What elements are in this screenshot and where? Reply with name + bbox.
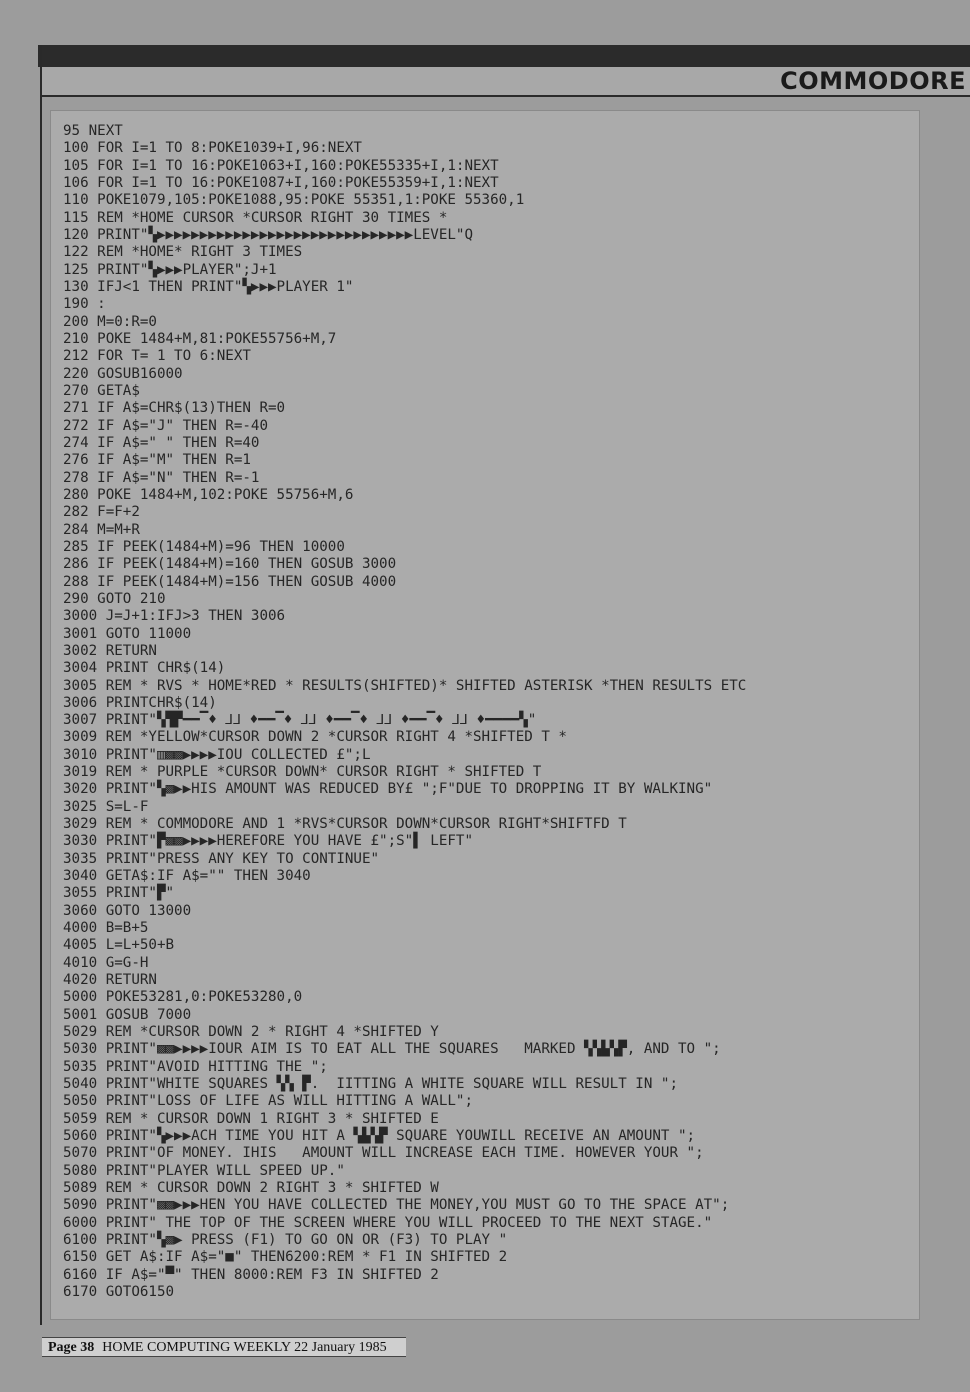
code-line: 105 FOR I=1 TO 16:POKE1063+I,160:POKE55335+I,1:NEXT [63, 157, 499, 174]
header-bar [38, 45, 970, 67]
code-line: 3029 REM * COMMODORE AND 1 *RVS*CURSOR DOWN*CURSOR RIGHT*SHIFTFD T [63, 816, 627, 833]
code-line: 120 PRINT"▚▶▶▶▶▶▶▶▶▶▶▶▶▶▶▶▶▶▶▶▶▶▶▶▶▶▶▶▶▶▶LEVEL"Q [63, 226, 473, 243]
code-line: 3010 PRINT"▥▩▩▶▶▶▶IOU COLLECTED £";L [63, 746, 371, 763]
code-line: 6000 PRINT" THE TOP OF THE SCREEN WHERE YOU WILL PROCEED TO THE NEXT STAGE." [63, 1214, 713, 1231]
code-line: 110 POKE1079,105:POKE1088,95:POKE 55351,1:POKE 55360,1 [63, 192, 525, 209]
code-line: 115 REM *HOME CURSOR *CURSOR RIGHT 30 TIMES * [63, 209, 448, 226]
page-footer [42, 1337, 406, 1357]
code-line: 3035 PRINT"PRESS ANY KEY TO CONTINUE" [63, 850, 380, 867]
code-line: 274 IF A$=" " THEN R=40 [63, 434, 260, 451]
code-line: 3020 PRINT"▚▩▶▶HIS AMOUNT WAS REDUCED BY£ ";F"DUE TO DROPPING IT BY WALKING" [63, 781, 713, 798]
code-line: 3019 REM * PURPLE *CURSOR DOWN* CURSOR RIGHT * SHIFTED T [63, 764, 542, 781]
code-line: 4000 B=B+5 [63, 920, 149, 937]
code-line: 5090 PRINT"▩▩▶▶▶HEN YOU HAVE COLLECTED THE MONEY,YOU MUST GO TO THE SPACE AT"; [63, 1197, 730, 1214]
code-line: 3030 PRINT"▛▩▩▶▶▶▶HEREFORE YOU HAVE £";S"▌ LEFT" [63, 833, 473, 850]
code-line: 282 F=F+2 [63, 504, 140, 521]
code-line: 285 IF PEEK(1484+M)=96 THEN 10000 [63, 538, 345, 555]
code-line: 278 IF A$="N" THEN R=-1 [63, 469, 260, 486]
code-line: 122 REM *HOME* RIGHT 3 TIMES [63, 244, 303, 261]
code-line: 3025 S=L-F [63, 798, 149, 815]
code-line: 3060 GOTO 13000 [63, 902, 192, 919]
code-line: 95 NEXT [63, 123, 123, 139]
code-line: 220 GOSUB16000 [63, 365, 183, 382]
code-line: 288 IF PEEK(1484+M)=156 THEN GOSUB 4000 [63, 573, 397, 590]
code-line: 3006 PRINTCHR$(14) [63, 694, 217, 711]
code-line: 286 IF PEEK(1484+M)=160 THEN GOSUB 3000 [63, 556, 397, 573]
code-line: 212 FOR T= 1 TO 6:NEXT [63, 348, 251, 365]
code-line: 3055 PRINT"▛" [63, 885, 175, 902]
publication-name: HOME COMPUTING WEEKLY 22 January 1985 [102, 1340, 387, 1355]
code-line: 100 FOR I=1 TO 8:POKE1039+I,96:NEXT [63, 140, 362, 157]
code-line: 276 IF A$="M" THEN R=1 [63, 452, 251, 469]
code-line: 3004 PRINT CHR$(14) [63, 660, 226, 677]
code-line: 210 POKE 1484+M,81:POKE55756+M,7 [63, 330, 337, 347]
page-number: Page 38 [48, 1340, 95, 1355]
code-line: 106 FOR I=1 TO 16:POKE1087+I,160:POKE55359+I,1:NEXT [63, 174, 499, 191]
code-line: 3000 J=J+1:IFJ>3 THEN 3006 [63, 608, 286, 625]
code-line: 3009 REM *YELLOW*CURSOR DOWN 2 *CURSOR RIGHT 4 *SHIFTED T * [63, 729, 567, 746]
code-line: 5030 PRINT"▩▩▶▶▶▶IOUR AIM IS TO EAT ALL THE SQUARES MARKED ▚▚▙▚▛, AND TO "; [63, 1041, 721, 1058]
code-line: 270 GETA$ [63, 382, 140, 399]
code-line: 271 IF A$=CHR$(13)THEN R=0 [63, 400, 286, 417]
code-line: 5001 GOSUB 7000 [63, 1006, 192, 1023]
code-line: 125 PRINT"▚▶▶▶PLAYER";J+1 [63, 261, 277, 278]
code-lines [63, 123, 913, 1301]
section-title: COMMODORE [780, 67, 966, 95]
code-line: 290 GOTO 210 [63, 590, 166, 607]
code-line: 3007 PRINT"▚▜▛━━▔♦ ⅃⅃ ♦━━▔♦ ⅃⅃ ♦━━▔♦ ⅃⅃ ♦━━▔♦ ⅃⅃ ♦━━━━▚" [63, 712, 537, 729]
code-line: 280 POKE 1484+M,102:POKE 55756+M,6 [63, 486, 354, 503]
code-line: 4005 L=L+50+B [63, 937, 175, 954]
code-line: 3001 GOTO 11000 [63, 625, 192, 642]
code-line: 6150 GET A$:IF A$="■" THEN6200:REM * F1 IN SHIFTED 2 [63, 1249, 508, 1266]
code-line: 3005 REM * RVS * HOME*RED * RESULTS(SHIFTED)* SHIFTED ASTERISK *THEN RESULTS ETC [63, 677, 747, 694]
code-line: 4010 G=G-H [63, 954, 149, 971]
code-line: 5000 POKE53281,0:POKE53280,0 [63, 989, 303, 1006]
code-line: 5040 PRINT"WHITE SQUARES ▚▚ ▛. IITTING A WHITE SQUARE WILL RESULT IN "; [63, 1076, 678, 1093]
code-line: 3002 RETURN [63, 642, 157, 659]
left-rule [40, 45, 42, 1325]
code-line: 5080 PRINT"PLAYER WILL SPEED UP." [63, 1162, 345, 1179]
program-listing [50, 110, 920, 1320]
code-line: 4020 RETURN [63, 972, 157, 989]
code-line: 3040 GETA$:IF A$="" THEN 3040 [63, 868, 311, 885]
code-line: 6170 GOTO6150 [63, 1283, 175, 1300]
code-line: 5089 REM * CURSOR DOWN 2 RIGHT 3 * SHIFTED W [63, 1180, 439, 1197]
code-line: 200 M=0:R=0 [63, 313, 157, 330]
code-line: 5070 PRINT"OF MONEY. IHIS AMOUNT WILL INCREASE EACH TIME. HOWEVER YOUR "; [63, 1145, 704, 1162]
code-line: 6100 PRINT"▚▩▶ PRESS (F1) TO GO ON OR (F3) TO PLAY " [63, 1232, 508, 1248]
code-line: 272 IF A$="J" THEN R=-40 [63, 417, 268, 434]
section-header [42, 67, 970, 97]
code-line: 5060 PRINT"▚▶▶▶ACH TIME YOU HIT A ▚▙▚▛ SQUARE YOUWILL RECEIVE AN AMOUNT "; [63, 1128, 696, 1145]
code-line: 6160 IF A$="▀" THEN 8000:REM F3 IN SHIFTED 2 [63, 1266, 439, 1283]
code-line: 5035 PRINT"AVOID HITTING THE "; [63, 1058, 328, 1075]
code-line: 5050 PRINT"LOSS OF LIFE AS WILL HITTING A WALL"; [63, 1093, 473, 1110]
code-line: 284 M=M+R [63, 521, 140, 538]
code-line: 5059 REM * CURSOR DOWN 1 RIGHT 3 * SHIFTED E [63, 1110, 439, 1127]
code-line: 190 : [63, 296, 106, 313]
code-line: 130 IFJ<1 THEN PRINT"▚▶▶▶PLAYER 1" [63, 278, 354, 295]
code-line: 5029 REM *CURSOR DOWN 2 * RIGHT 4 *SHIFTED Y [63, 1024, 439, 1041]
